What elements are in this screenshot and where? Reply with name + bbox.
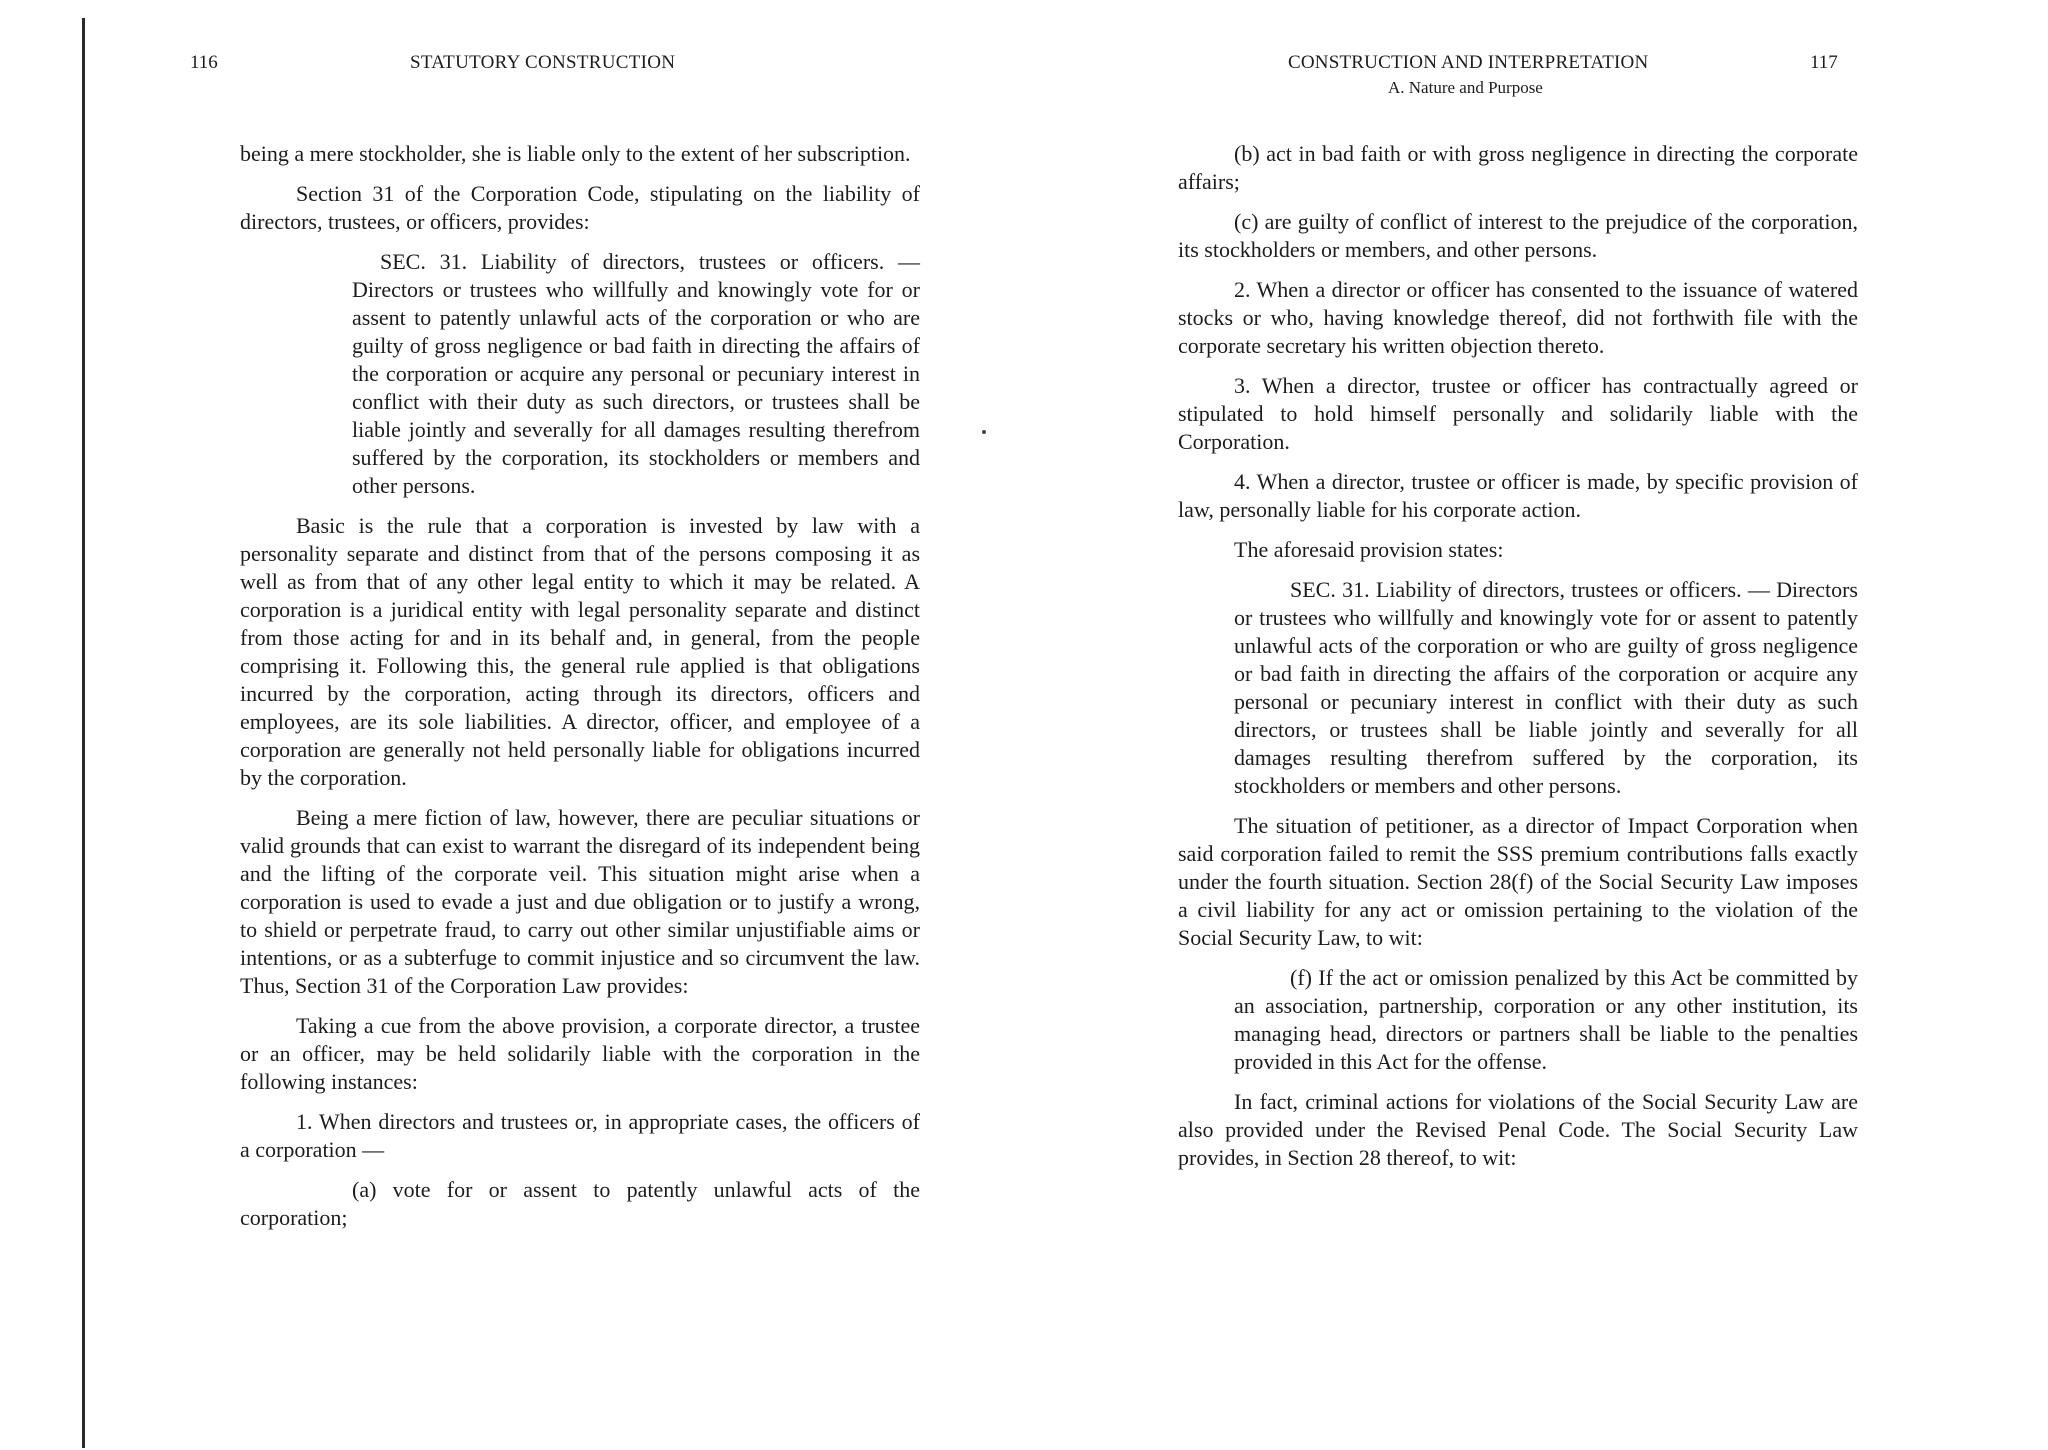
book-spine [82,18,85,1448]
sub-item: (c) are guilty of conflict of interest to the prejudice of the corporation, its stockholders or members, and other persons. [1178,209,1858,262]
block-quote: (f) If the act or omission penalized by this Act be committed by an association, partnership, corporation or any other institution, its managing head, directors or partners shall be liable to the penalties provided in this Act for the offense. [1234,965,1858,1074]
paragraph: Being a mere fiction of law, however, there are peculiar situations or valid grounds that can exist to warrant the disregard of its independent being and the lifting of the corporate veil. This situation might arise when a corporation is used to evade a just and due obligation or to justify a wrong, to shield or perpetrate fraud, to carry out other similar unjustifiable aims or intentions, or as a subterfuge to commit injustice and so circumvent the law. Thus, Section 31 of the Corporation Law provides: [240,805,920,998]
running-head-left: STATUTORY CONSTRUCTION [410,52,676,73]
page-number-right: 117 [1810,52,1838,73]
page-number-left: 116 [190,52,218,73]
section-subhead: A. Nature and Purpose [1388,78,1543,97]
paragraph: Section 31 of the Corporation Code, stipulating on the liability of directors, trustees, or officers, provides: [240,181,920,234]
paragraph: Taking a cue from the above provision, a corporate director, a trustee or an officer, may be held solidarily liable with the corporation in the following instances: [240,1013,920,1094]
block-quote: SEC. 31. Liability of directors, trustees or officers. — Directors or trustees who willfully and knowingly vote for or assent to patently unlawful acts of the corporation or who are guilty of gross negligence or bad faith in directing the affairs of the corporation or acquire any personal or pecuniary interest in conflict with their duty as such directors, or trustees shall be liable jointly and severally for all damages resulting therefrom suffered by the corporation, its stockholders or members and other persons. [1234,577,1858,798]
running-head-right: CONSTRUCTION AND INTERPRETATION [1288,52,1649,73]
list-item: 3. When a director, trustee or officer has contractually agreed or stipulated to hold himself personally and solidarily liable with the Corporation. [1178,373,1858,454]
paragraph: Basic is the rule that a corporation is invested by law with a personality separate and distinct from that of the persons composing it as well as from that of any other legal entity to which it may be related. A corporation is a juridical entity with legal personality separate and distinct from those acting for and in its behalf and, in general, from the people comprising it. Following this, the general rule applied is that obligations incurred by the corporation, acting through its directors, officers and employees, are its sole liabilities. A director, officer, and employee of a corporation are generally not held personally liable for obligations incurred by the corporation. [240,513,920,790]
block-quote: SEC. 31. Liability of directors, trustees or officers. — Directors or trustees who willfully and knowingly vote for or assent to patently unlawful acts of the corporation or who are guilty of gross negligence or bad faith in directing the affairs of the corporation or acquire any personal or pecuniary interest in conflict with their duty as such directors, or trustees shall be liable jointly and severally for all damages resulting therefrom suffered by the corporation, its stockholders or members and other persons. [352,249,920,498]
left-page-body [240,140,920,1244]
right-page-body [1178,140,1858,1184]
paragraph: In fact, criminal actions for violations of the Social Security Law are also provided under the Revised Penal Code. The Social Security Law provides, in Section 28 thereof, to wit: [1178,1089,1858,1170]
paragraph: The aforesaid provision states: [1234,537,1504,562]
sub-item: (a) vote for or assent to patently unlawful acts of the corporation; [240,1177,920,1230]
paragraph: being a mere stockholder, she is liable only to the extent of her subscription. [240,141,911,166]
list-item: 2. When a director or officer has consented to the issuance of watered stocks or who, having knowledge thereof, did not forthwith file with the corporate secretary his written objection thereto. [1178,277,1858,358]
sub-item: (b) act in bad faith or with gross negligence in directing the corporate affairs; [1178,141,1858,194]
list-item: 4. When a director, trustee or officer is made, by specific provision of law, personally liable for his corporate action. [1178,469,1858,522]
paragraph: The situation of petitioner, as a director of Impact Corporation when said corporation failed to remit the SSS premium contributions falls exactly under the fourth situation. Section 28(f) of the Social Security Law imposes a civil liability for any act or omission pertaining to the violation of the Social Security Law, to wit: [1178,813,1858,950]
list-item: 1. When directors and trustees or, in appropriate cases, the officers of a corporation — [240,1109,920,1162]
speck [982,430,986,434]
